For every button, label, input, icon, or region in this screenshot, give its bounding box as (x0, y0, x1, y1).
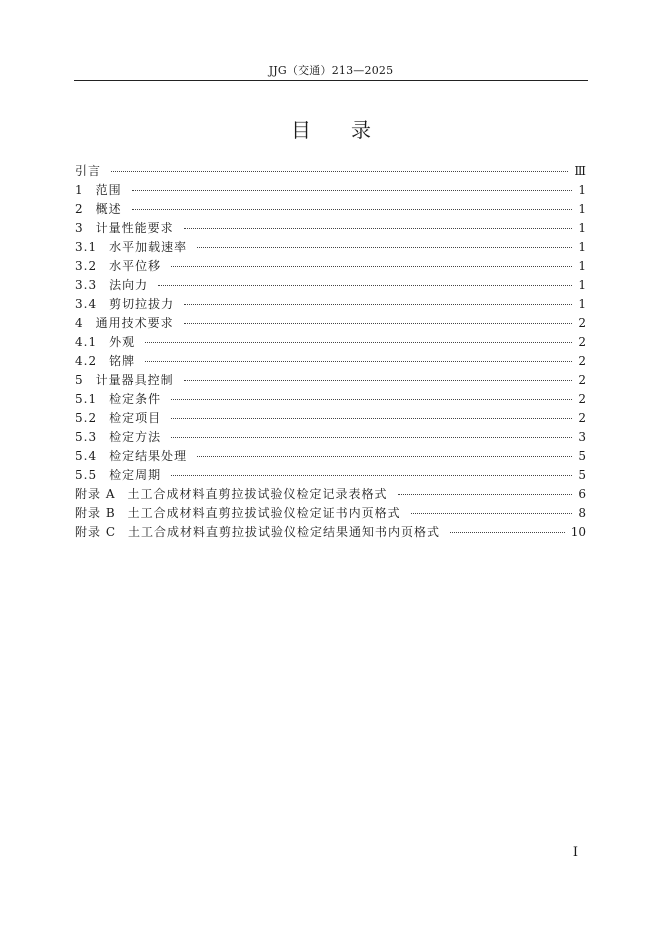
toc-dot-leader (411, 513, 572, 514)
toc-entry-number: 4.2 (75, 354, 98, 368)
toc-entry[interactable] (75, 295, 586, 314)
toc-entry[interactable] (75, 257, 586, 276)
toc-entry-number: 附录 A (75, 487, 116, 501)
toc-entry-page: 2 (578, 392, 586, 406)
toc-entry-label: 检定方法 (109, 430, 162, 444)
header-rule (74, 80, 588, 81)
toc-dot-leader (145, 342, 572, 343)
toc-dot-leader (171, 418, 572, 419)
toc-entry-number: 4 (75, 316, 84, 330)
toc-entry-page: 1 (578, 259, 586, 273)
toc-dot-leader (171, 399, 572, 400)
toc-entry[interactable] (75, 523, 586, 542)
toc-entry-label: 铭牌 (109, 354, 136, 368)
toc-entry[interactable] (75, 466, 586, 485)
toc-dot-leader (171, 266, 572, 267)
toc-entry-page: 1 (578, 240, 586, 254)
toc-entry[interactable] (75, 181, 586, 200)
toc-entry-label: 土工合成材料直剪拉拔试验仪检定记录表格式 (127, 487, 388, 501)
toc-dot-leader (111, 171, 568, 172)
toc-entry-page: 5 (578, 468, 586, 482)
toc-entry-number: 5.1 (75, 392, 98, 406)
toc-entry-number: 3.3 (75, 278, 98, 292)
toc-entry-label: 计量器具控制 (95, 373, 174, 387)
toc-entry-page: Ⅲ (574, 164, 586, 178)
toc-entry-page: 5 (578, 449, 586, 463)
toc-entry[interactable] (75, 371, 586, 390)
toc-dot-leader (184, 228, 572, 229)
toc-entry-number: 4.1 (75, 335, 98, 349)
toc-entry-page: 1 (578, 202, 586, 216)
toc-entry-label: 通用技术要求 (95, 316, 174, 330)
toc-entry-number: 3 (75, 221, 84, 235)
toc-dot-leader (184, 380, 572, 381)
toc-entry-number: 5 (75, 373, 84, 387)
toc-entry[interactable] (75, 409, 586, 428)
toc-entry[interactable] (75, 238, 586, 257)
toc-entry[interactable] (75, 504, 586, 523)
toc-dot-leader (197, 456, 572, 457)
document-code-header: JJG（交通）213—2025 (268, 64, 394, 77)
toc-entry-page: 2 (578, 354, 586, 368)
toc-entry-label: 水平位移 (109, 259, 162, 273)
toc-entry-label: 检定结果处理 (109, 449, 188, 463)
toc-dot-leader (158, 285, 572, 286)
toc-entry[interactable] (75, 485, 586, 504)
toc-entry-page: 2 (578, 411, 586, 425)
toc-dot-leader (145, 361, 572, 362)
toc-entry-page: 8 (578, 506, 586, 520)
toc-entry-number: 5.2 (75, 411, 98, 425)
toc-entry-number: 1 (75, 183, 84, 197)
toc-entry-page: 1 (578, 183, 586, 197)
toc-entry-page: 2 (578, 335, 586, 349)
toc-entry-page: 2 (578, 316, 586, 330)
toc-entry-label: 土工合成材料直剪拉拔试验仪检定结果通知书内页格式 (128, 525, 441, 539)
toc-entry-page: 1 (578, 278, 586, 292)
table-of-contents (75, 162, 586, 542)
toc-entry-number: 5.3 (75, 430, 98, 444)
toc-entry[interactable] (75, 447, 586, 466)
toc-entry-number: 附录 B (75, 506, 116, 520)
toc-dot-leader (171, 475, 572, 476)
toc-entry-page: 1 (578, 297, 586, 311)
toc-entry[interactable] (75, 333, 586, 352)
page-number: Ⅰ (572, 845, 578, 860)
toc-entry[interactable] (75, 390, 586, 409)
toc-dot-leader (398, 494, 573, 495)
toc-entry[interactable] (75, 200, 586, 219)
toc-entry-label: 概述 (95, 202, 122, 216)
toc-entry-label: 计量性能要求 (95, 221, 174, 235)
page-title: 目录 (291, 118, 411, 142)
toc-entry[interactable] (75, 428, 586, 447)
toc-dot-leader (171, 437, 572, 438)
toc-entry[interactable] (75, 352, 586, 371)
toc-entry-label: 外观 (109, 335, 136, 349)
toc-entry-label: 土工合成材料直剪拉拔试验仪检定证书内页格式 (127, 506, 401, 520)
toc-entry[interactable] (75, 219, 586, 238)
toc-entry-label: 检定周期 (109, 468, 162, 482)
toc-entry[interactable] (75, 314, 586, 333)
toc-dot-leader (132, 209, 572, 210)
toc-entry-number: 5.4 (75, 449, 98, 463)
toc-entry-label: 检定项目 (109, 411, 162, 425)
toc-entry-number: 3.4 (75, 297, 98, 311)
toc-entry-label: 剪切拉拔力 (109, 297, 175, 311)
toc-entry-page: 10 (570, 525, 586, 539)
toc-dot-leader (197, 247, 572, 248)
toc-entry-page: 6 (578, 487, 586, 501)
toc-dot-leader (184, 323, 572, 324)
toc-entry-number: 2 (75, 202, 84, 216)
toc-entry-label: 检定条件 (109, 392, 162, 406)
toc-dot-leader (450, 532, 565, 533)
toc-entry-page: 1 (578, 221, 586, 235)
toc-entry-number: 附录 C (75, 525, 116, 539)
toc-dot-leader (132, 190, 572, 191)
toc-entry-number: 3.1 (75, 240, 98, 254)
toc-dot-leader (184, 304, 572, 305)
toc-entry-number: 5.5 (75, 468, 98, 482)
toc-entry-label: 范围 (95, 183, 122, 197)
toc-entry-label: 引言 (75, 164, 102, 178)
toc-entry-label: 水平加载速率 (109, 240, 188, 254)
toc-entry[interactable] (75, 162, 586, 181)
toc-entry-number: 3.2 (75, 259, 98, 273)
toc-entry-page: 3 (578, 430, 586, 444)
toc-entry-page: 2 (578, 373, 586, 387)
toc-entry[interactable] (75, 276, 586, 295)
toc-entry-label: 法向力 (109, 278, 149, 292)
